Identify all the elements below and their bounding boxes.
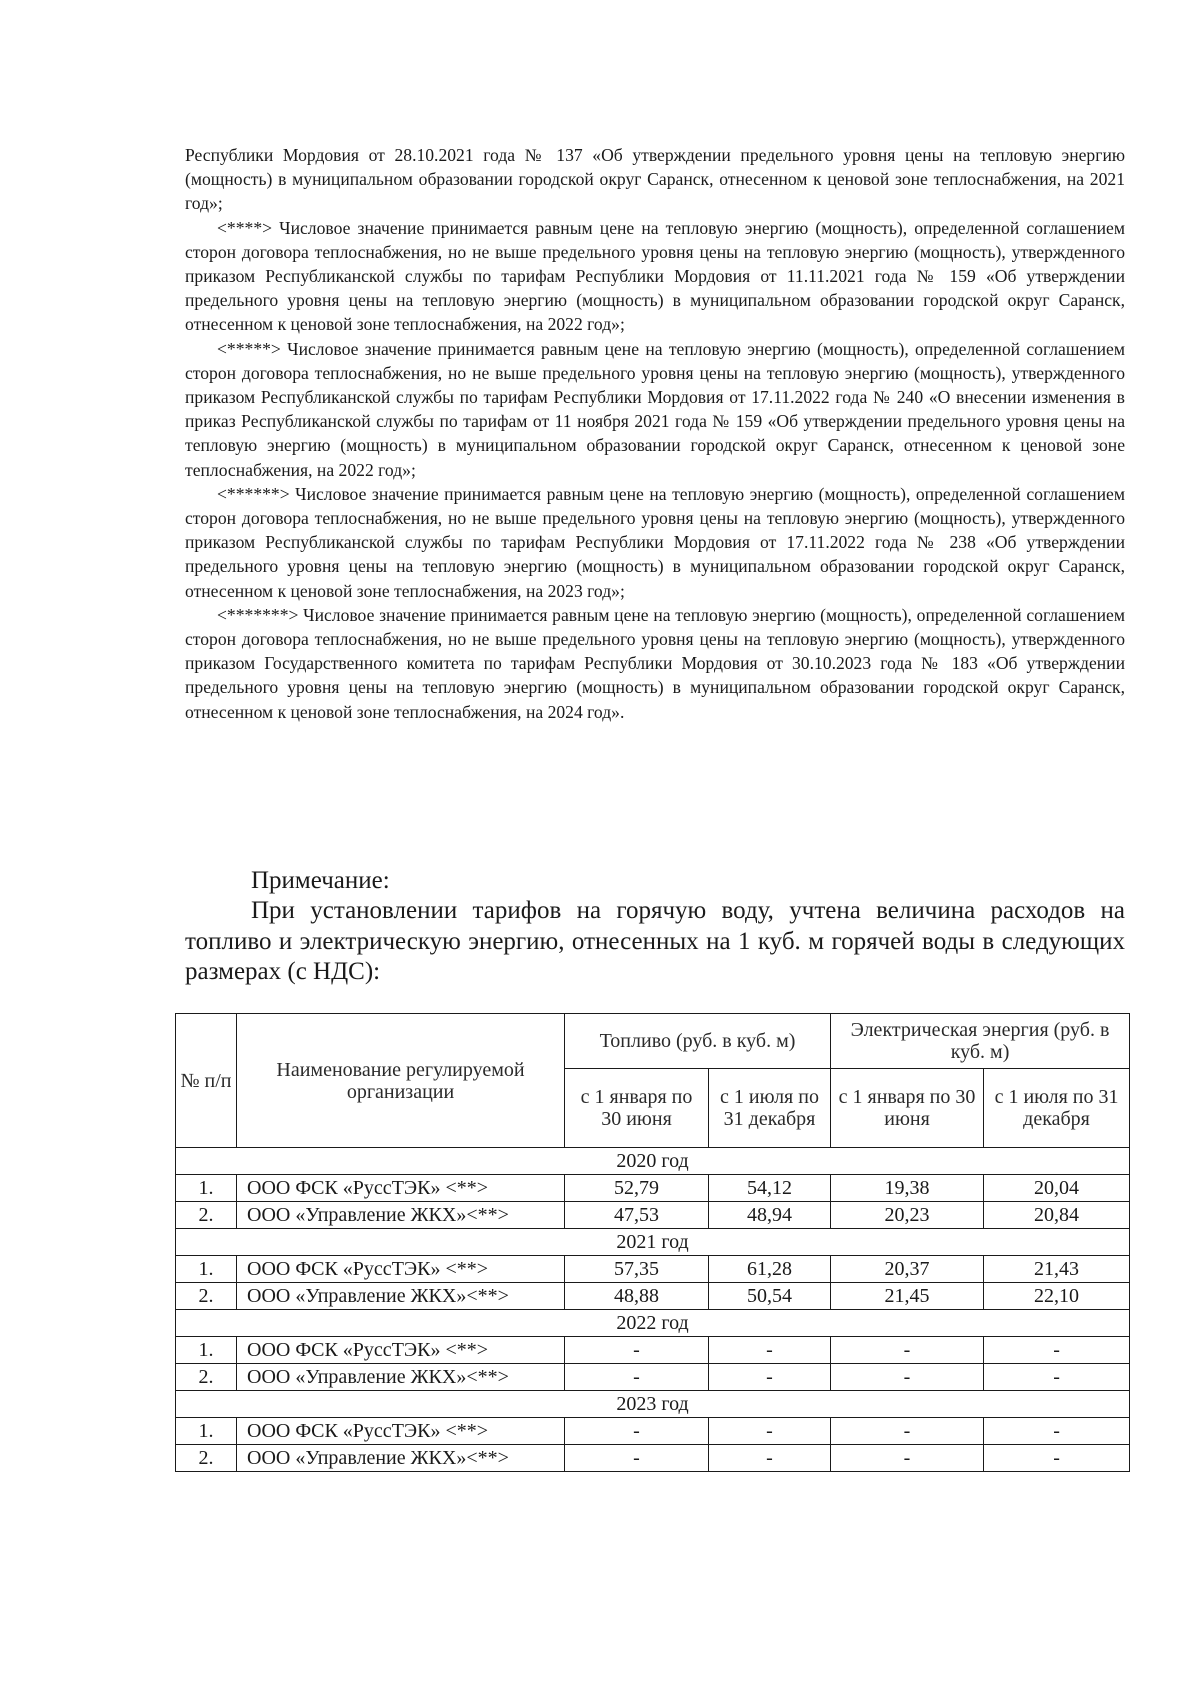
table-row <box>176 1175 1130 1202</box>
cell-el-h2: 21,43 <box>984 1256 1130 1283</box>
footnote-continuation: Республики Мордовия от 28.10.2021 года № 137 «Об утверждении предельного уровня цены на тепловую энергию (мощность) в муниципальном образовании городской округ Саранск, отнесенном к ценовой зоне теплоснабжения, на 2021 год»; <box>185 145 1125 214</box>
cell-org: ООО ФСК «РуссТЭК» <**> <box>237 1256 565 1283</box>
cell-fuel-h2: 61,28 <box>709 1256 831 1283</box>
cell-el-h1: 21,45 <box>831 1283 984 1310</box>
cell-org: ООО «Управление ЖКХ»<**> <box>237 1445 565 1472</box>
year-row-2020: 2020 год <box>176 1148 1130 1175</box>
cell-el-h2: 20,84 <box>984 1202 1130 1229</box>
cell-fuel-h1: - <box>565 1418 709 1445</box>
cell-el-h1: 19,38 <box>831 1175 984 1202</box>
header-org: Наименование регулируемой организации <box>237 1014 565 1148</box>
cell-fuel-h2: - <box>709 1364 831 1391</box>
header-num: № п/п <box>176 1014 237 1148</box>
cell-fuel-h2: - <box>709 1445 831 1472</box>
cell-num: 1. <box>176 1337 237 1364</box>
footnote-4-stars: <****> Числовое значение принимается равным цене на тепловую энергию (мощность), определенной соглашением сторон договора теплоснабжения, но не выше предельного уровня цены на тепловую энергию (мощность), утвержденного приказом Республиканской службы по тарифам Республики Мордовия от 11.11.2021 года № 159 «Об утверждении предельного уровня цены на тепловую энергию (мощность) в муниципальном образовании городской округ Саранск, отнесенном к ценовой зоне теплоснабжения, на 2022 год»; <box>185 217 1125 335</box>
cell-el-h2: 20,04 <box>984 1175 1130 1202</box>
note-title: Примечание: <box>251 867 390 894</box>
year-row-2023: 2023 год <box>176 1391 1130 1418</box>
header-electricity: Электрическая энергия (руб. в куб. м) <box>831 1014 1130 1069</box>
cell-fuel-h1: - <box>565 1445 709 1472</box>
cell-num: 2. <box>176 1202 237 1229</box>
note-body: При установлении тарифов на горячую воду, учтена величина расходов на топливо и электрическую энергию, отнесенных на 1 куб. м горячей воды в следующих размерах (с НДС): <box>185 897 1125 985</box>
cell-num: 2. <box>176 1364 237 1391</box>
header-fuel-h2: с 1 июля по 31 декабря <box>709 1069 831 1148</box>
cell-num: 2. <box>176 1445 237 1472</box>
table-row <box>176 1418 1130 1445</box>
cell-org: ООО «Управление ЖКХ»<**> <box>237 1283 565 1310</box>
cell-el-h2: - <box>984 1337 1130 1364</box>
year-row-2022: 2022 год <box>176 1310 1130 1337</box>
header-fuel: Топливо (руб. в куб. м) <box>565 1014 831 1069</box>
cell-el-h2: - <box>984 1418 1130 1445</box>
cell-el-h1: - <box>831 1337 984 1364</box>
cell-org: ООО «Управление ЖКХ»<**> <box>237 1364 565 1391</box>
cell-fuel-h2: - <box>709 1337 831 1364</box>
footnote-5-stars: <*****> Числовое значение принимается равным цене на тепловую энергию (мощность), определенной соглашением сторон договора теплоснабжения, но не выше предельного уровня цены на тепловую энергию (мощность), утвержденного приказом Республиканской службы по тарифам Республики Мордовия от 17.11.2022 года № 240 «О внесении изменения в приказ Республиканской службы по тарифам от 11 ноября 2021 года № 159 «Об утверждении предельного уровня цены на тепловую энергию (мощность) в муниципальном образовании городской округ Саранск, отнесенном к ценовой зоне теплоснабжения, на 2022 год»; <box>185 338 1125 480</box>
cell-num: 1. <box>176 1175 237 1202</box>
cell-num: 1. <box>176 1418 237 1445</box>
table-row <box>176 1202 1130 1229</box>
table-row <box>176 1283 1130 1310</box>
cell-fuel-h1: 52,79 <box>565 1175 709 1202</box>
footnotes-block <box>185 143 1125 724</box>
cell-el-h1: - <box>831 1445 984 1472</box>
table-row <box>176 1364 1130 1391</box>
cell-fuel-h2: 50,54 <box>709 1283 831 1310</box>
cell-el-h1: - <box>831 1418 984 1445</box>
cell-org: ООО ФСК «РуссТЭК» <**> <box>237 1418 565 1445</box>
tariffs-table <box>175 1013 1130 1472</box>
year-row-2021: 2021 год <box>176 1229 1130 1256</box>
cell-el-h2: - <box>984 1445 1130 1472</box>
cell-fuel-h2: 48,94 <box>709 1202 831 1229</box>
table-row <box>176 1256 1130 1283</box>
table-row <box>176 1337 1130 1364</box>
cell-el-h1: - <box>831 1364 984 1391</box>
cell-fuel-h1: 57,35 <box>565 1256 709 1283</box>
cell-el-h2: 22,10 <box>984 1283 1130 1310</box>
header-el-h1: с 1 января по 30 июня <box>831 1069 984 1148</box>
cell-fuel-h1: - <box>565 1364 709 1391</box>
header-fuel-h1: с 1 января по 30 июня <box>565 1069 709 1148</box>
table-row <box>176 1445 1130 1472</box>
cell-el-h2: - <box>984 1364 1130 1391</box>
cell-num: 1. <box>176 1256 237 1283</box>
footnote-6-stars: <******> Числовое значение принимается равным цене на тепловую энергию (мощность), определенной соглашением сторон договора теплоснабжения, но не выше предельного уровня цены на тепловую энергию (мощность), утвержденного приказом Республиканской службы по тарифам Республики Мордовия от 17.11.2022 года № 238 «Об утверждении предельного уровня цены на тепловую энергию (мощность) в муниципальном образовании городской округ Саранск, отнесенном к ценовой зоне теплоснабжения, на 2023 год»; <box>185 483 1125 601</box>
footnote-7-stars: <*******> Числовое значение принимается равным цене на тепловую энергию (мощность), определенной соглашением сторон договора теплоснабжения, но не выше предельного уровня цены на тепловую энергию (мощность), утвержденного приказом Государственного комитета по тарифам Республики Мордовия от 30.10.2023 года № 183 «Об утверждении предельного уровня цены на тепловую энергию (мощность) в муниципальном образовании городской округ Саранск, отнесенном к ценовой зоне теплоснабжения, на 2024 год». <box>185 604 1125 722</box>
cell-fuel-h1: 47,53 <box>565 1202 709 1229</box>
cell-el-h1: 20,37 <box>831 1256 984 1283</box>
cell-org: ООО ФСК «РуссТЭК» <**> <box>237 1175 565 1202</box>
cell-fuel-h2: 54,12 <box>709 1175 831 1202</box>
cell-org: ООО ФСК «РуссТЭК» <**> <box>237 1337 565 1364</box>
cell-fuel-h1: - <box>565 1337 709 1364</box>
header-el-h2: с 1 июля по 31 декабря <box>984 1069 1130 1148</box>
cell-fuel-h2: - <box>709 1418 831 1445</box>
cell-fuel-h1: 48,88 <box>565 1283 709 1310</box>
cell-num: 2. <box>176 1283 237 1310</box>
cell-org: ООО «Управление ЖКХ»<**> <box>237 1202 565 1229</box>
cell-el-h1: 20,23 <box>831 1202 984 1229</box>
